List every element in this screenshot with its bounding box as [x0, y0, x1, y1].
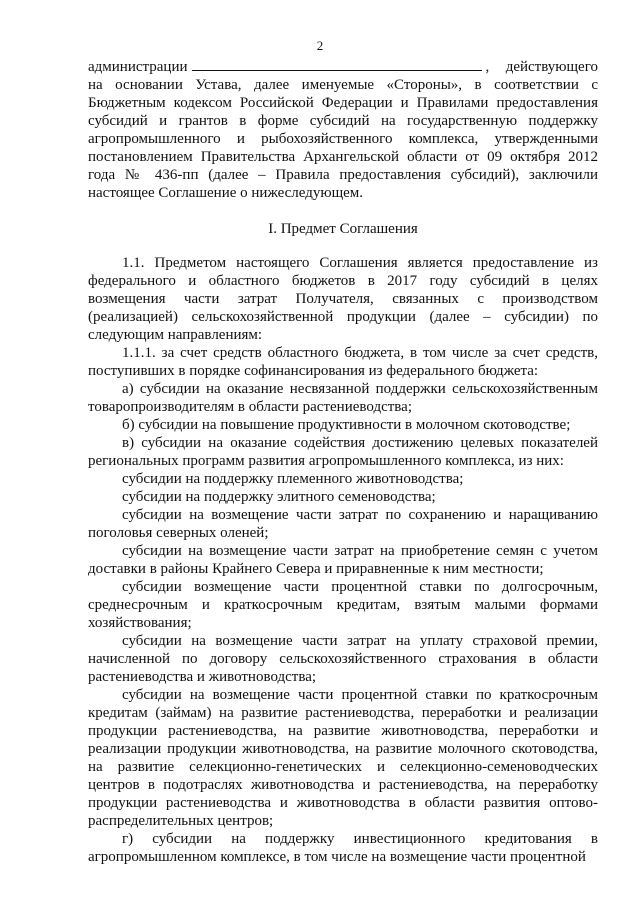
intro-text-end: , действующего на основании Устава, далее именуемые «Стороны», в соответствии с Бюджетным кодексом Российской Федерации и Правилами предоставления субсидий и грантов в форме субсидий на государственную поддержку агропромышленного и рыбохозяйственного комплекса, утвержденными постановлением Правительства Архангельской области от 09 октября 2012 года № 436-пп (далее – Правила предоставления субсидий), заключили настоящее Соглашение о нижеследующем. — [88, 59, 598, 201]
subsidy-item: субсидии на возмещение части затрат на приобретение семян с учетом доставки в районы Крайнего Севера и приравненные к ним местности; — [88, 543, 598, 577]
list-item-a: а) субсидии на оказание несвязанной поддержки сельскохозяйственным товаропроизводителям в области растениеводства; — [88, 381, 598, 415]
subsidy-item: субсидии на возмещение части процентной ставки по краткосрочным кредитам (займам) на развитие растениеводства, переработки и реализации продукции растениеводства, на развитие животноводства, переработки и реализации продукции животноводства, на развитие молочного скотоводства, на развитие селекционно-генетических и селекционно-семеноводческих центров в подотраслях животноводства и растениеводства, на переработку продукции растениеводства и животноводства в области развития оптово-распределительных центров; — [88, 687, 598, 829]
list-item-g: г) субсидии на поддержку инвестиционного кредитования в агропромышленном комплексе, в том числе на возмещение части процентной — [88, 831, 598, 865]
list-item-b: б) субсидии на повышение продуктивности в молочном скотоводстве; — [122, 417, 571, 433]
intro-paragraph — [88, 58, 598, 202]
list-item-v: в) субсидии на оказание содействия достижению целевых показателей региональных программ развития агропромышленного комплекса, из них: — [88, 435, 598, 469]
subsidy-item: субсидии на возмещение части затрат на уплату страховой премии, начисленной по договору сельскохозяйственного страхования в области растениеводства и животноводства; — [88, 633, 598, 685]
subsidy-item: субсидии на поддержку элитного семеноводства; — [122, 489, 436, 505]
intro-text-start: администрации — [88, 59, 188, 75]
blank-field-line — [192, 58, 482, 71]
paragraph-1-1: 1.1. Предметом настоящего Соглашения является предоставление из федерального и областного бюджетов в 2017 году субсидий в целях возмещения части затрат Получателя, связанных с производством (реализацией) сельскохозяйственной продукции (далее – субсидии) по следующим направлениям: — [88, 255, 598, 343]
subsidy-item: субсидии на возмещение части затрат по сохранению и наращиванию поголовья северных оленей; — [88, 507, 598, 541]
document-body — [88, 58, 598, 866]
paragraph-1-1-1: 1.1.1. за счет средств областного бюджета, в том числе за счет средств, поступивших в порядке софинансирования из федерального бюджета: — [88, 345, 598, 379]
subsidy-item: субсидии возмещение части процентной ставки по долгосрочным, среднесрочным и краткосрочным кредитам, взятым малыми формами хозяйствования; — [88, 579, 598, 631]
page-number: 2 — [316, 38, 324, 53]
subsidy-item: субсидии на поддержку племенного животноводства; — [122, 471, 464, 487]
section-title: I. Предмет Соглашения — [268, 221, 418, 237]
